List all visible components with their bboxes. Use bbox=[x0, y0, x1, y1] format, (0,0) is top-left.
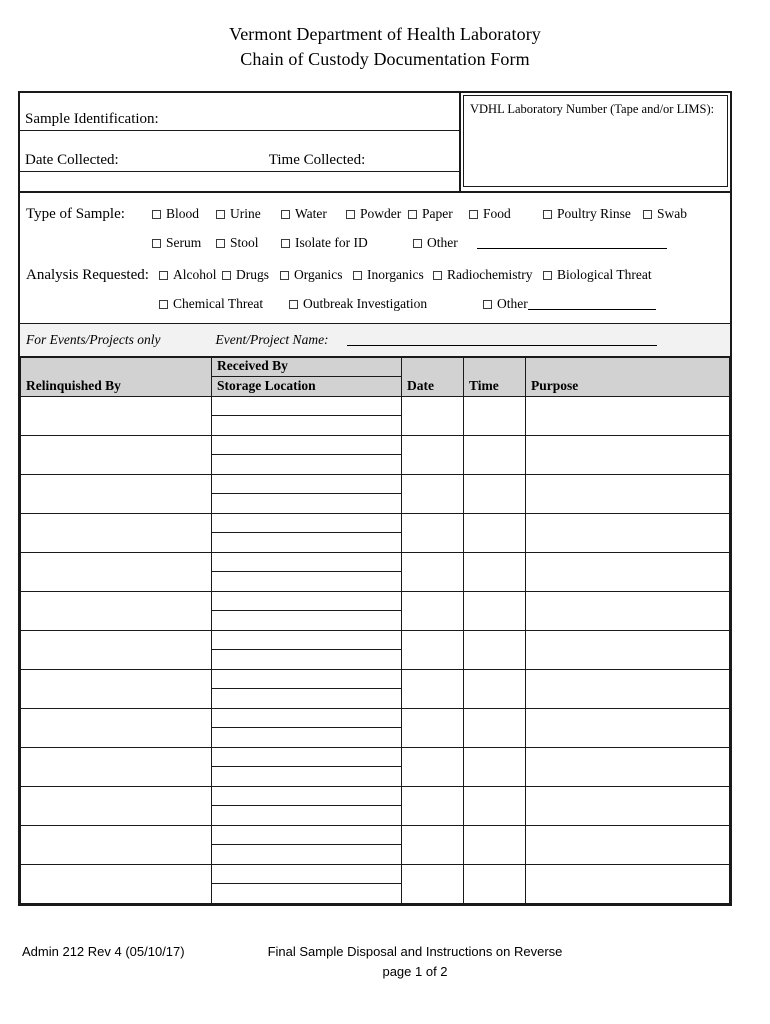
table-row bbox=[21, 397, 730, 436]
date-time-collected-field[interactable] bbox=[20, 131, 459, 172]
identification-right bbox=[461, 93, 730, 191]
cell-date[interactable] bbox=[402, 514, 464, 553]
chain-of-custody-form bbox=[18, 91, 732, 906]
cell-received-by[interactable] bbox=[212, 397, 401, 416]
checkbox-label: Chemical Threat bbox=[173, 296, 264, 311]
cell-received-by[interactable] bbox=[212, 436, 401, 455]
checkbox-blood[interactable] bbox=[152, 206, 216, 222]
checkbox-label: Urine bbox=[230, 206, 261, 221]
checkbox-stool[interactable] bbox=[216, 235, 281, 251]
cell-received-by[interactable] bbox=[212, 592, 401, 611]
cell-purpose[interactable] bbox=[526, 397, 730, 436]
table-row bbox=[21, 709, 730, 748]
cell-storage-location[interactable] bbox=[212, 728, 401, 747]
cell-storage-location[interactable] bbox=[212, 806, 401, 825]
checkbox-type-other[interactable] bbox=[413, 235, 458, 251]
page-title bbox=[0, 0, 770, 72]
time-collected-label: Time Collected: bbox=[268, 152, 366, 168]
cell-received-by-storage[interactable] bbox=[212, 709, 402, 748]
type-of-sample-row-2 bbox=[20, 232, 730, 254]
column-header-received-by-storage bbox=[212, 357, 402, 397]
checkbox-outbreak-investigation[interactable] bbox=[289, 296, 483, 312]
checkbox-icon bbox=[281, 239, 290, 248]
cell-time[interactable] bbox=[464, 475, 526, 514]
checkbox-icon bbox=[346, 210, 355, 219]
cell-relinquished-by[interactable] bbox=[21, 865, 212, 904]
table-body bbox=[21, 397, 730, 904]
cell-relinquished-by[interactable] bbox=[21, 592, 212, 631]
type-of-sample-section bbox=[20, 191, 730, 262]
sample-identification-label: Sample Identification: bbox=[25, 111, 159, 127]
footer-page-number: page 1 of 2 bbox=[382, 964, 448, 979]
checkbox-icon bbox=[353, 271, 362, 280]
checkbox-label: Other bbox=[427, 235, 458, 250]
table-row bbox=[21, 631, 730, 670]
checkbox-icon bbox=[152, 210, 161, 219]
checkbox-label: Alcohol bbox=[173, 267, 217, 282]
cell-purpose[interactable] bbox=[526, 670, 730, 709]
cell-date[interactable] bbox=[402, 475, 464, 514]
cell-received-by-storage[interactable] bbox=[212, 592, 402, 631]
cell-storage-location[interactable] bbox=[212, 416, 401, 435]
cell-received-by[interactable] bbox=[212, 865, 401, 884]
cell-storage-location[interactable] bbox=[212, 689, 401, 708]
cell-date[interactable] bbox=[402, 631, 464, 670]
cell-received-by-storage[interactable] bbox=[212, 553, 402, 592]
checkbox-organics[interactable] bbox=[280, 267, 353, 283]
checkbox-label: Radiochemistry bbox=[447, 267, 533, 282]
type-other-write-in[interactable] bbox=[477, 237, 667, 249]
cell-relinquished-by[interactable] bbox=[21, 748, 212, 787]
cell-received-by-storage[interactable] bbox=[212, 748, 402, 787]
checkbox-label: Paper bbox=[422, 206, 453, 221]
checkbox-icon bbox=[216, 210, 225, 219]
checkbox-drugs[interactable] bbox=[222, 267, 280, 283]
checkbox-label: Water bbox=[295, 206, 327, 221]
checkbox-icon bbox=[483, 300, 492, 309]
cell-received-by-storage[interactable] bbox=[212, 436, 402, 475]
date-collected-label: Date Collected: bbox=[25, 152, 119, 168]
checkbox-label: Inorganics bbox=[367, 267, 424, 282]
cell-purpose[interactable] bbox=[526, 592, 730, 631]
checkbox-label: Biological Threat bbox=[557, 267, 652, 282]
checkbox-icon bbox=[543, 271, 552, 280]
checkbox-analysis-other[interactable] bbox=[483, 296, 528, 312]
cell-received-by[interactable] bbox=[212, 826, 401, 845]
cell-time[interactable] bbox=[464, 709, 526, 748]
cell-time[interactable] bbox=[464, 397, 526, 436]
cell-storage-location[interactable] bbox=[212, 650, 401, 669]
cell-storage-location[interactable] bbox=[212, 494, 401, 513]
cell-purpose[interactable] bbox=[526, 631, 730, 670]
cell-received-by[interactable] bbox=[212, 631, 401, 650]
table-row bbox=[21, 787, 730, 826]
cell-received-by[interactable] bbox=[212, 748, 401, 767]
checkbox-label: Food bbox=[483, 206, 511, 221]
type-of-sample-row-1 bbox=[20, 203, 730, 225]
cell-time[interactable] bbox=[464, 514, 526, 553]
checkbox-label: Organics bbox=[294, 267, 343, 282]
analysis-requested-row-2 bbox=[20, 293, 730, 315]
analysis-other-write-in[interactable] bbox=[528, 298, 656, 310]
checkbox-icon bbox=[222, 271, 231, 280]
cell-storage-location[interactable] bbox=[212, 845, 401, 864]
cell-relinquished-by[interactable] bbox=[21, 475, 212, 514]
cell-received-by[interactable] bbox=[212, 709, 401, 728]
cell-time[interactable] bbox=[464, 787, 526, 826]
checkbox-label: Other bbox=[497, 296, 528, 311]
cell-purpose[interactable] bbox=[526, 748, 730, 787]
vdhl-lab-number-label: VDHL Laboratory Number (Tape and/or LIMS): bbox=[470, 102, 715, 116]
cell-relinquished-by[interactable] bbox=[21, 514, 212, 553]
cell-received-by-storage[interactable] bbox=[212, 670, 402, 709]
checkbox-icon bbox=[543, 210, 552, 219]
cell-received-by[interactable] bbox=[212, 514, 401, 533]
checkbox-label: Poultry Rinse bbox=[557, 206, 631, 221]
cell-time[interactable] bbox=[464, 670, 526, 709]
cell-received-by-storage[interactable] bbox=[212, 826, 402, 865]
column-header-time: Time bbox=[464, 357, 526, 397]
checkbox-serum[interactable] bbox=[152, 235, 216, 251]
checkbox-chemical-threat[interactable] bbox=[159, 296, 289, 312]
footer-notice: Final Sample Disposal and Instructions on Reverse bbox=[267, 944, 563, 959]
checkbox-biological-threat[interactable] bbox=[543, 267, 652, 283]
cell-time[interactable] bbox=[464, 553, 526, 592]
cell-relinquished-by[interactable] bbox=[21, 436, 212, 475]
checkbox-isolate-for-id[interactable] bbox=[281, 235, 413, 251]
checkbox-icon bbox=[216, 239, 225, 248]
cell-received-by[interactable] bbox=[212, 475, 401, 494]
cell-received-by-storage[interactable] bbox=[212, 397, 402, 436]
checkbox-icon bbox=[159, 300, 168, 309]
event-project-name-label: Event/Project Name: bbox=[215, 332, 329, 347]
footer-form-id: Admin 212 Rev 4 (05/10/17) bbox=[22, 944, 185, 959]
cell-purpose[interactable] bbox=[526, 475, 730, 514]
cell-time[interactable] bbox=[464, 748, 526, 787]
checkbox-inorganics[interactable] bbox=[353, 267, 433, 283]
cell-received-by-storage[interactable] bbox=[212, 865, 402, 904]
cell-purpose[interactable] bbox=[526, 553, 730, 592]
cell-purpose[interactable] bbox=[526, 826, 730, 865]
checkbox-icon bbox=[408, 210, 417, 219]
table-row bbox=[21, 748, 730, 787]
event-project-name-input[interactable] bbox=[347, 334, 657, 346]
cell-storage-location[interactable] bbox=[212, 611, 401, 630]
checkbox-label: Drugs bbox=[236, 267, 269, 282]
cell-received-by-storage[interactable] bbox=[212, 631, 402, 670]
cell-storage-location[interactable] bbox=[212, 533, 401, 552]
cell-purpose[interactable] bbox=[526, 865, 730, 904]
cell-received-by[interactable] bbox=[212, 670, 401, 689]
cell-date[interactable] bbox=[402, 553, 464, 592]
cell-time[interactable] bbox=[464, 865, 526, 904]
table-row bbox=[21, 514, 730, 553]
events-projects-section bbox=[20, 323, 730, 356]
table-row bbox=[21, 553, 730, 592]
checkbox-swab[interactable] bbox=[643, 206, 687, 222]
cell-storage-location[interactable] bbox=[212, 572, 401, 591]
checkbox-label: Isolate for ID bbox=[295, 235, 368, 250]
table-row bbox=[21, 436, 730, 475]
type-of-sample-label: Type of Sample: bbox=[26, 205, 125, 222]
sample-identification-field[interactable] bbox=[20, 93, 459, 131]
analysis-requested-row-1 bbox=[20, 264, 730, 286]
cell-date[interactable] bbox=[402, 592, 464, 631]
cell-relinquished-by[interactable] bbox=[21, 553, 212, 592]
identification-section bbox=[20, 93, 730, 191]
checkbox-label: Stool bbox=[230, 235, 259, 250]
analysis-requested-section bbox=[20, 262, 730, 323]
cell-time[interactable] bbox=[464, 631, 526, 670]
column-header-storage-location: Storage Location bbox=[217, 378, 316, 393]
column-header-purpose: Purpose bbox=[526, 357, 730, 397]
table-header-row bbox=[21, 357, 730, 397]
cell-purpose[interactable] bbox=[526, 514, 730, 553]
cell-date[interactable] bbox=[402, 436, 464, 475]
checkbox-poultry-rinse[interactable] bbox=[543, 206, 643, 222]
checkbox-label: Outbreak Investigation bbox=[303, 296, 428, 311]
checkbox-icon bbox=[281, 210, 290, 219]
cell-received-by-storage[interactable] bbox=[212, 787, 402, 826]
checkbox-powder[interactable] bbox=[346, 206, 408, 222]
table-row bbox=[21, 475, 730, 514]
chain-of-custody-table bbox=[20, 356, 730, 904]
checkbox-radiochemistry[interactable] bbox=[433, 267, 543, 283]
cell-date[interactable] bbox=[402, 397, 464, 436]
checkbox-icon bbox=[413, 239, 422, 248]
checkbox-food[interactable] bbox=[469, 206, 543, 222]
cell-relinquished-by[interactable] bbox=[21, 631, 212, 670]
cell-relinquished-by[interactable] bbox=[21, 826, 212, 865]
table-row bbox=[21, 826, 730, 865]
cell-received-by-storage[interactable] bbox=[212, 514, 402, 553]
cell-date[interactable] bbox=[402, 826, 464, 865]
cell-date[interactable] bbox=[402, 865, 464, 904]
table-row bbox=[21, 592, 730, 631]
vdhl-lab-number-field[interactable] bbox=[463, 95, 728, 187]
checkbox-icon bbox=[159, 271, 168, 280]
cell-received-by-storage[interactable] bbox=[212, 475, 402, 514]
checkbox-label: Serum bbox=[166, 235, 202, 250]
identification-spacer bbox=[20, 172, 459, 191]
cell-purpose[interactable] bbox=[526, 436, 730, 475]
cell-relinquished-by[interactable] bbox=[21, 709, 212, 748]
cell-received-by[interactable] bbox=[212, 787, 401, 806]
checkbox-icon bbox=[280, 271, 289, 280]
column-header-relinquished-by: Relinquished By bbox=[21, 357, 212, 397]
checkbox-icon bbox=[469, 210, 478, 219]
checkbox-icon bbox=[289, 300, 298, 309]
cell-storage-location[interactable] bbox=[212, 884, 401, 903]
checkbox-label: Swab bbox=[657, 206, 687, 221]
cell-purpose[interactable] bbox=[526, 709, 730, 748]
events-note: For Events/Projects only bbox=[26, 332, 161, 347]
column-header-received-by: Received By bbox=[212, 358, 401, 377]
cell-received-by[interactable] bbox=[212, 553, 401, 572]
checkbox-alcohol[interactable] bbox=[159, 267, 222, 283]
checkbox-urine[interactable] bbox=[216, 206, 281, 222]
checkbox-water[interactable] bbox=[281, 206, 346, 222]
cell-relinquished-by[interactable] bbox=[21, 787, 212, 826]
cell-relinquished-by[interactable] bbox=[21, 670, 212, 709]
cell-storage-location[interactable] bbox=[212, 767, 401, 786]
table-row bbox=[21, 670, 730, 709]
cell-relinquished-by[interactable] bbox=[21, 397, 212, 436]
cell-time[interactable] bbox=[464, 592, 526, 631]
cell-storage-location[interactable] bbox=[212, 455, 401, 474]
cell-time[interactable] bbox=[464, 436, 526, 475]
checkbox-icon bbox=[433, 271, 442, 280]
analysis-requested-label: Analysis Requested: bbox=[26, 266, 149, 283]
cell-date[interactable] bbox=[402, 709, 464, 748]
title-line-2: Chain of Custody Documentation Form bbox=[240, 49, 530, 69]
cell-time[interactable] bbox=[464, 826, 526, 865]
checkbox-icon bbox=[152, 239, 161, 248]
checkbox-label: Blood bbox=[166, 206, 200, 221]
cell-date[interactable] bbox=[402, 748, 464, 787]
identification-left bbox=[20, 93, 461, 191]
cell-date[interactable] bbox=[402, 670, 464, 709]
cell-date[interactable] bbox=[402, 787, 464, 826]
title-line-1: Vermont Department of Health Laboratory bbox=[229, 24, 541, 44]
table-row bbox=[21, 865, 730, 904]
cell-purpose[interactable] bbox=[526, 787, 730, 826]
checkbox-icon bbox=[643, 210, 652, 219]
column-header-date: Date bbox=[402, 357, 464, 397]
checkbox-label: Powder bbox=[360, 206, 402, 221]
checkbox-paper[interactable] bbox=[408, 206, 469, 222]
